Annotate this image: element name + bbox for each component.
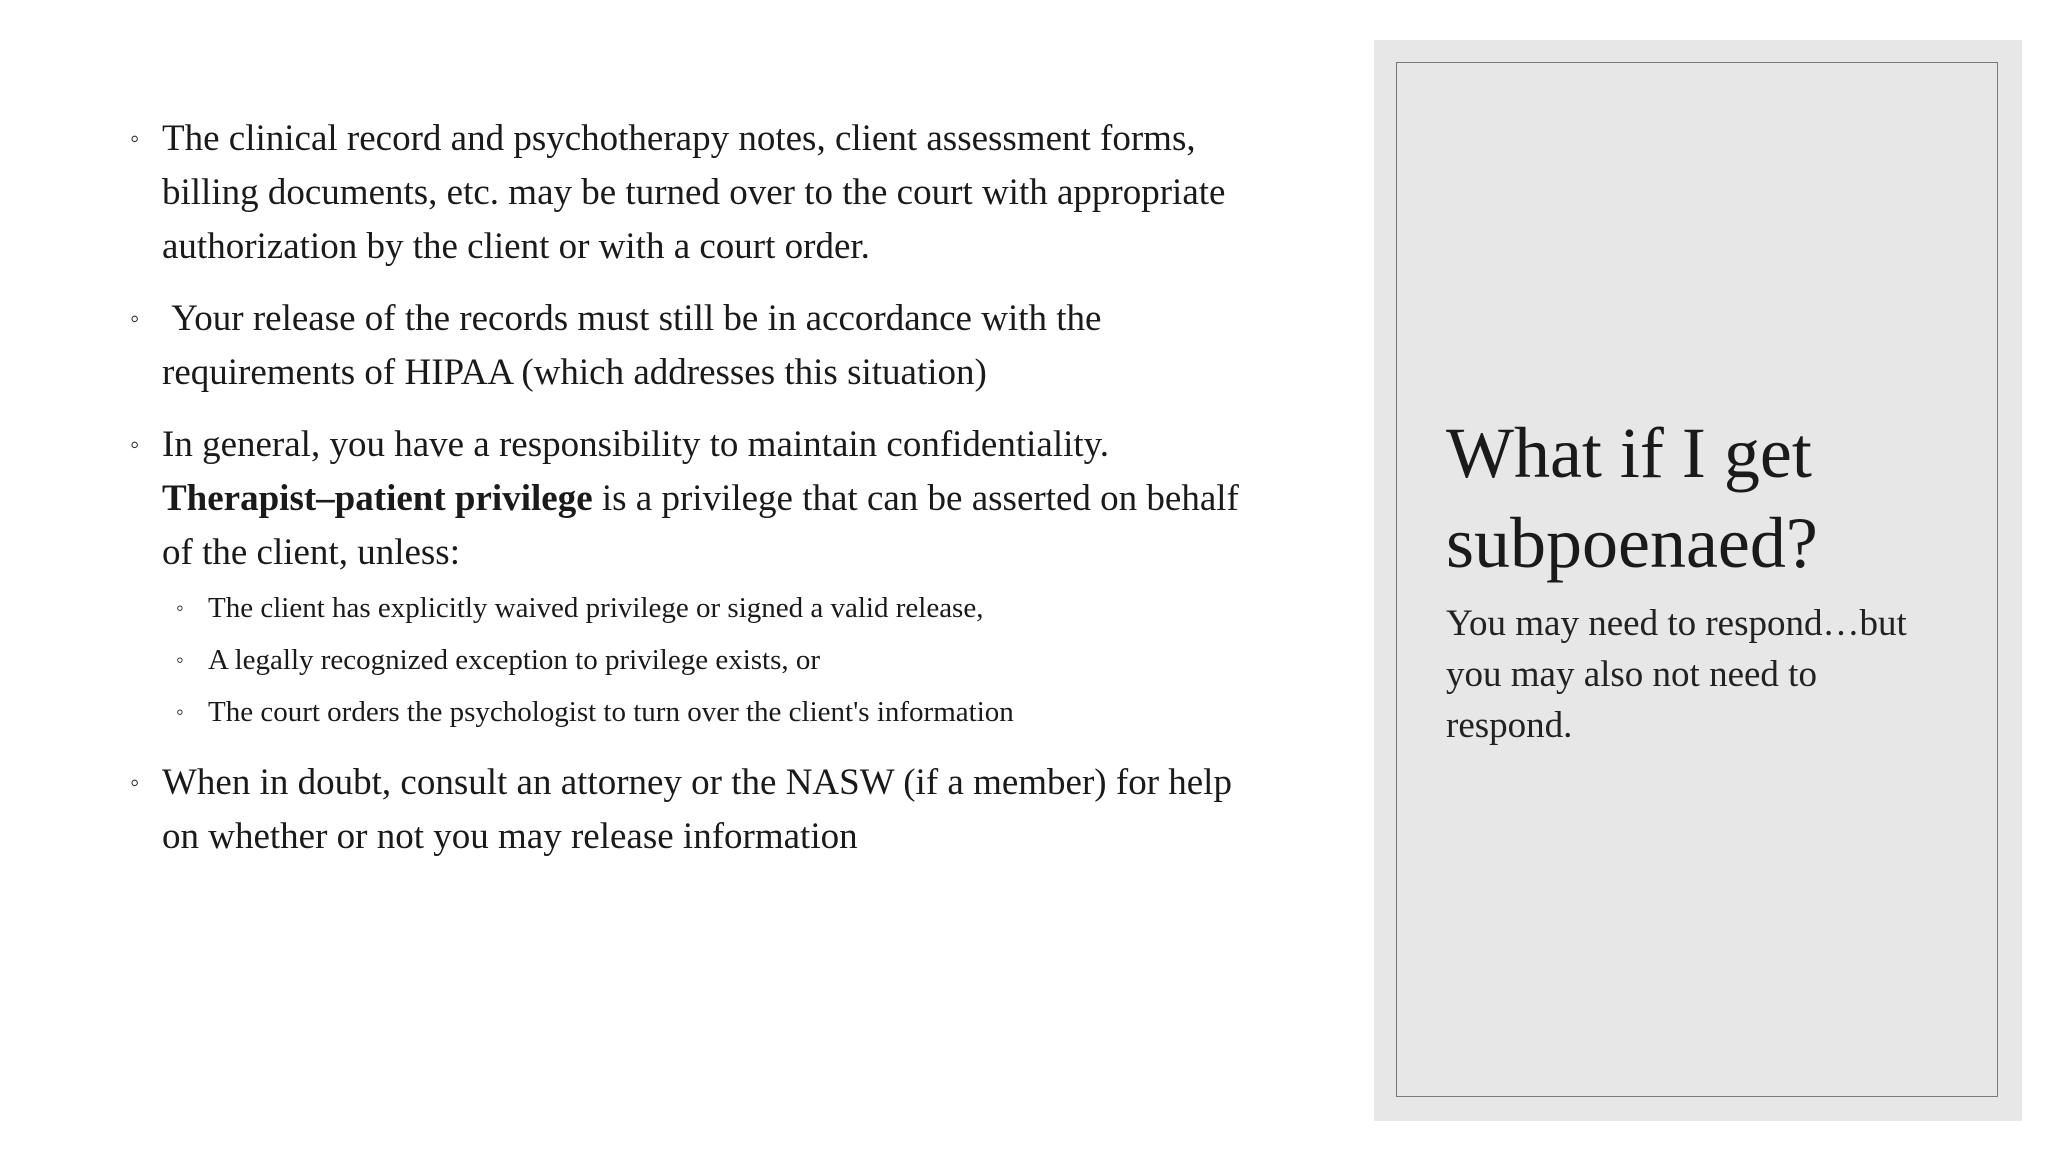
bullet-item-release-records <box>130 292 1270 400</box>
hollow-bullet-icon: ◦ <box>176 595 184 620</box>
bullet-item-clinical-record <box>130 112 1270 274</box>
hollow-bullet-icon: ◦ <box>130 124 140 153</box>
sub-bullet-text: A legally recognized exception to privilege exists, or <box>208 644 821 676</box>
bullet-text: The clinical record and psychotherapy notes, client assessment forms, billing documents, etc. may be turned over to the court with appropriate authorization by the client or with a court order. <box>162 118 1226 267</box>
sub-bullet-text: The client has explicitly waived privilege or signed a valid release, <box>208 592 984 624</box>
slide-subtitle: You may need to respond…but you may also not need to respond. <box>1446 603 1907 746</box>
bullet-text: In general, you have a responsibility to maintain confidentiality. <box>162 424 1119 465</box>
hollow-bullet-icon: ◦ <box>130 304 140 333</box>
sub-bullet-text: The court orders the psychologist to turn over the client's information <box>208 696 1014 728</box>
hollow-bullet-icon: ◦ <box>130 430 140 459</box>
sub-bullet-list <box>162 582 1270 738</box>
bullet-text: When in doubt, consult an attorney or the NASW (if a member) for help on whether or not you may release information <box>162 762 1232 857</box>
bullet-item-consult <box>130 756 1270 864</box>
slide-title: What if I get subpoenaed? <box>1446 413 1818 583</box>
side-panel <box>1374 40 2022 1121</box>
hollow-bullet-icon: ◦ <box>176 699 184 724</box>
hollow-bullet-icon: ◦ <box>130 768 140 797</box>
bullet-content <box>130 112 1270 882</box>
sub-bullet-item-court-order <box>162 686 1270 738</box>
bold-term-privilege: Therapist–patient privilege <box>162 478 593 519</box>
bullet-text: is a privilege that can be asserted on behalf of the client, unless: <box>162 478 1249 573</box>
bullet-item-privilege <box>130 418 1270 738</box>
sub-bullet-item-waived <box>162 582 1270 634</box>
bullet-list <box>130 112 1270 864</box>
sub-bullet-item-exception <box>162 634 1270 686</box>
hollow-bullet-icon: ◦ <box>176 647 184 672</box>
bullet-text: Your release of the records must still be in accordance with the requirements of HIPAA (which addresses this situation) <box>162 298 1111 393</box>
